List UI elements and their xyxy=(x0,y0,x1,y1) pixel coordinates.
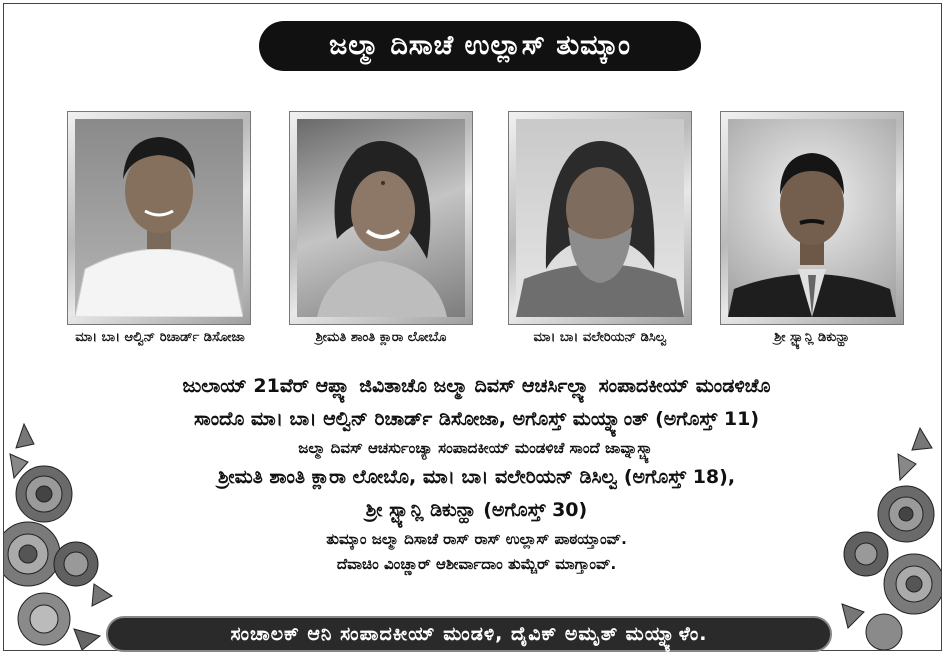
message-line-2: ಸಾಂದೊ ಮಾ। ಬಾ। ಆಲ್ವಿನ್ ರಿಚಾರ್ಡ್ ಡಿಸೋಜಾ, ಅಗೊಸ್ತ್ ಮಯ್ನ್ಯಾಂತ್ (ಅಗೊಸ್ತ್ 11) xyxy=(193,408,760,430)
portrait-photo-4 xyxy=(728,119,896,317)
greeting-page xyxy=(3,3,942,651)
person-name-3: ಮಾ। ಬಾ। ವಲೇರಿಯನ್ ಡಿಸಿಲ್ವ xyxy=(533,330,667,345)
message-line-7: ದೆವಾಚಿಂ ವಿಂಚ್ಣಾರ್ ಆಶೀರ್ವಾದಾಂ ತುಮ್ಚೆರ್ ಮಾಗ್ತಾಂವ್. xyxy=(336,555,617,573)
portrait-photo-1 xyxy=(75,119,243,317)
portrait-frame-1 xyxy=(68,112,250,324)
portrait-frame-4 xyxy=(721,112,903,324)
person-name-2: ಶ್ರೀಮತಿ ಶಾಂತಿ ಕ್ಲಾರಾ ಲೋಬೊ xyxy=(315,330,447,345)
message-line-4: ಶ್ರೀಮತಿ ಶಾಂತಿ ಕ್ಲಾರಾ ಲೋಬೊ, ಮಾ। ಬಾ। ವಲೇರಿಯನ್ ಡಿಸಿಲ್ವ (ಅಗೊಸ್ತ್ 18), xyxy=(217,466,736,488)
message-line-3: ಜಲ್ಮಾ ದಿವಸ್ ಆಚರ್ಸುಂಚ್ಯಾ ಸಂಪಾದಕೀಯ್ ಮಂಡಳಿಚೆ ಸಾಂದೆ ಜಾವ್ನಾಸ್ಚ್ಯಾ xyxy=(298,439,655,457)
portrait-frame-3 xyxy=(509,112,691,324)
person-name-4: ಶ್ರೀ ಸ್ಟ್ಯಾನ್ಲಿ ಡಿಕುನ್ಹಾ xyxy=(774,330,850,345)
message-line-5: ಶ್ರೀ ಸ್ಟ್ಯಾನ್ಲಿ ಡಿಕುನ್ಹಾ (ಅಗೊಸ್ತ್ 30) xyxy=(365,499,588,521)
rose-decoration-right xyxy=(836,424,941,650)
portrait-photo-3 xyxy=(516,119,684,317)
message-line-1: ಜುಲಾಯ್ 21ವೆರ್ ಆಪ್ಲ್ಯಾ ಜಿವಿತಾಚೊ ಜಲ್ಮಾ ದಿವಸ್ ಆಚರ್ಸಿಲ್ಲ್ಯಾ ಸಂಪಾದಕೀಯ್ ಮಂಡಳಿಚೊ xyxy=(182,375,771,397)
footer-banner xyxy=(106,616,832,652)
portrait-photo-2 xyxy=(297,119,465,317)
message-line-6: ತುಮ್ಕಾಂ ಜಲ್ಮಾ ದಿಸಾಚೆ ರಾಸ್ ರಾಸ್ ಉಲ್ಲಾಸ್ ಪಾಠಯ್ತಾಂವ್. xyxy=(326,530,627,548)
person-name-1: ಮಾ। ಬಾ। ಆಲ್ವಿನ್ ರಿಚಾರ್ಡ್ ಡಿಸೋಜಾ xyxy=(75,330,245,345)
greeting-message xyxy=(114,370,839,577)
title-banner xyxy=(259,21,701,71)
rose-decoration-left xyxy=(4,414,116,650)
page-title: ಜಲ್ಮಾ ದಿಸಾಚೆ ಉಲ್ಲಾಸ್ ತುಮ್ಕಾಂ xyxy=(329,30,631,61)
footer-text: ಸಂಚಾಲಕ್ ಆನಿ ಸಂಪಾದಕೀಯ್ ಮಂಡಳಿ, ದೈವಿಕ್ ಅಮೃತ್ ಮಯ್ನ್ಯಾಳೆಂ. xyxy=(230,623,708,645)
portrait-frame-2 xyxy=(290,112,472,324)
